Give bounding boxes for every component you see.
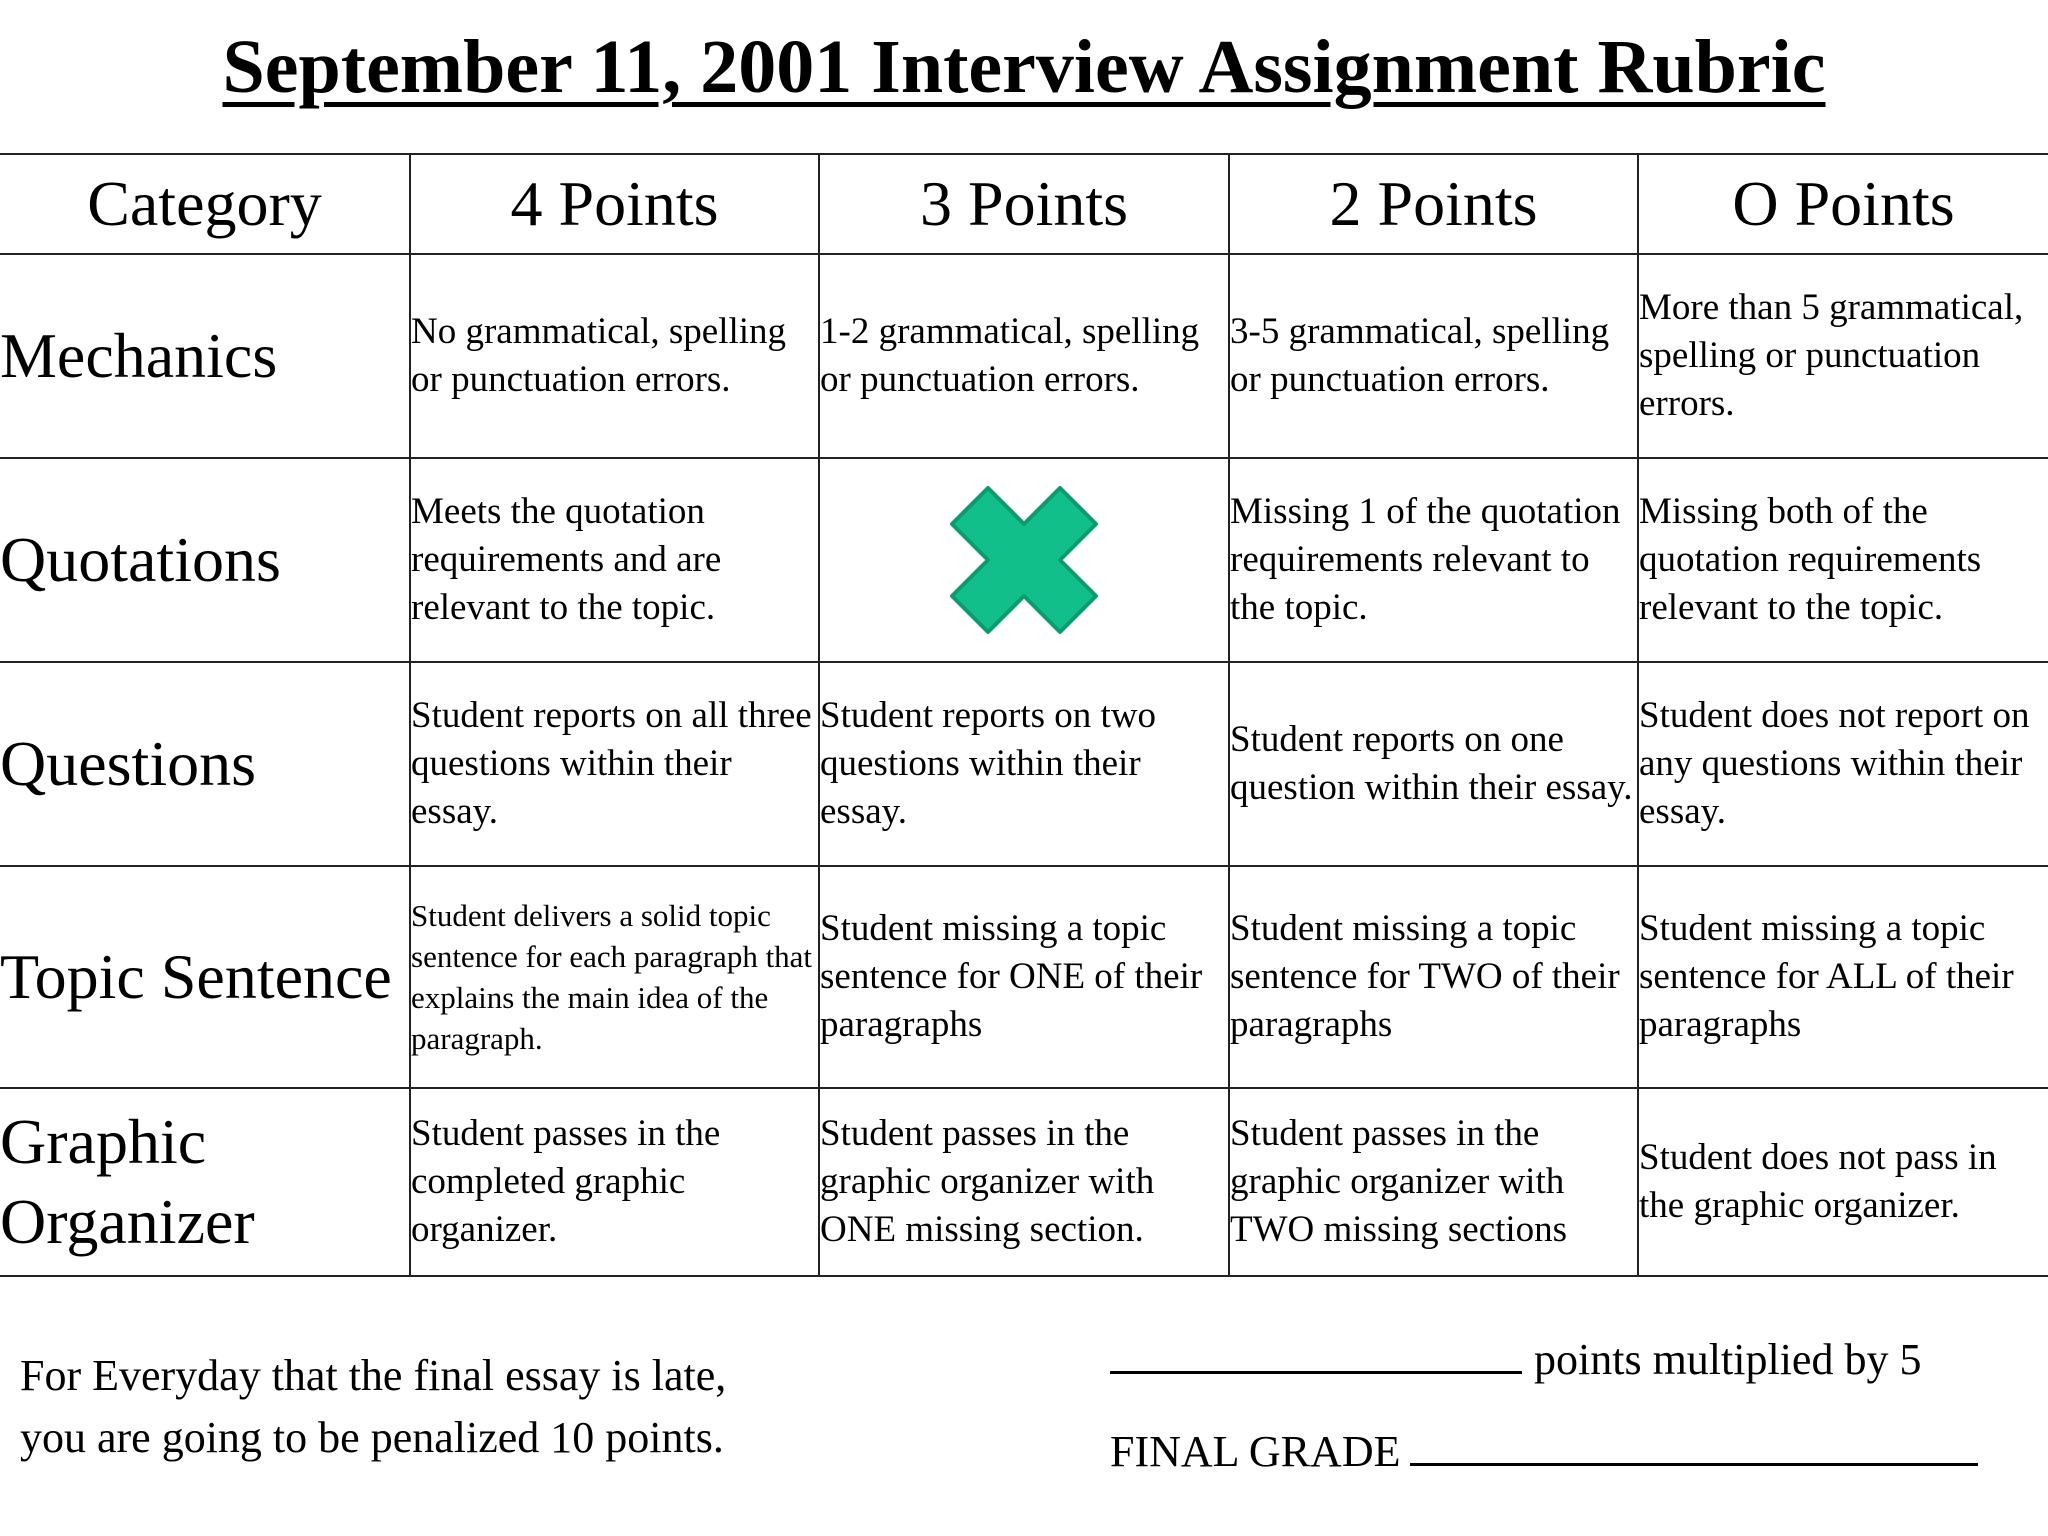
cell-mechanics-4: No grammatical, spelling or punctuation errors. <box>410 254 819 458</box>
grade-calculation <box>1110 1330 2010 1482</box>
page-title: September 11, 2001 Interview Assignment Rubric <box>222 25 1826 109</box>
rubric-table <box>0 153 2048 1277</box>
cell-graphic-organizer-3: Student passes in the graphic organizer with ONE missing section. <box>819 1088 1229 1276</box>
cell-questions-0: Student does not report on any questions within their essay. <box>1638 662 2048 866</box>
cell-mechanics-2: 3-5 grammatical, spelling or punctuation errors. <box>1229 254 1638 458</box>
late-policy <box>20 1345 920 1469</box>
cell-topic-sentence-4: Student delivers a solid topic sentence for each paragraph that explains the main idea of the paragraph. <box>410 866 819 1088</box>
header-3-points: 3 Points <box>819 154 1229 254</box>
cell-questions-2: Student reports on one question within their essay. <box>1229 662 1638 866</box>
header-4-points: 4 Points <box>410 154 819 254</box>
final-grade-blank[interactable] <box>1410 1423 1978 1466</box>
cell-quotations-0: Missing both of the quotation requirements relevant to the topic. <box>1638 458 2048 662</box>
header-0-points: O Points <box>1638 154 2048 254</box>
cell-graphic-organizer-4: Student passes in the completed graphic organizer. <box>410 1088 819 1276</box>
header-category: Category <box>0 154 410 254</box>
cell-questions-3: Student reports on two questions within their essay. <box>819 662 1229 866</box>
points-blank[interactable] <box>1110 1331 1522 1374</box>
x-mark-icon <box>948 484 1100 636</box>
cell-graphic-organizer-0: Student does not pass in the graphic organizer. <box>1638 1088 2048 1276</box>
header-row <box>0 154 2048 254</box>
cell-quotations-3 <box>819 458 1229 662</box>
points-label: points multiplied by 5 <box>1534 1335 1922 1384</box>
cell-quotations-4: Meets the quotation requirements and are relevant to the topic. <box>410 458 819 662</box>
final-grade-label: FINAL GRADE <box>1110 1427 1401 1476</box>
category-graphic-organizer: Graphic Organizer <box>0 1088 410 1276</box>
late-policy-line-1: For Everyday that the final essay is late, <box>20 1351 727 1400</box>
cell-quotations-2: Missing 1 of the quotation requirements relevant to the topic. <box>1229 458 1638 662</box>
cell-mechanics-0: More than 5 grammatical, spelling or punctuation errors. <box>1638 254 2048 458</box>
category-questions: Questions <box>0 662 410 866</box>
table-row-quotations <box>0 458 2048 662</box>
header-2-points: 2 Points <box>1229 154 1638 254</box>
cell-topic-sentence-2: Student missing a topic sentence for TWO of their paragraphs <box>1229 866 1638 1088</box>
final-grade-line <box>1110 1422 2010 1482</box>
category-topic-sentence: Topic Sentence <box>0 866 410 1088</box>
cell-mechanics-3: 1-2 grammatical, spelling or punctuation errors. <box>819 254 1229 458</box>
category-quotations: Quotations <box>0 458 410 662</box>
table-row-graphic-organizer <box>0 1088 2048 1276</box>
cell-graphic-organizer-2: Student passes in the graphic organizer with TWO missing sections <box>1229 1088 1638 1276</box>
category-mechanics: Mechanics <box>0 254 410 458</box>
late-policy-line-2: you are going to be penalized 10 points. <box>20 1413 724 1462</box>
cell-questions-4: Student reports on all three questions within their essay. <box>410 662 819 866</box>
cell-topic-sentence-0: Student missing a topic sentence for ALL of their paragraphs <box>1638 866 2048 1088</box>
cell-topic-sentence-3: Student missing a topic sentence for ONE of their paragraphs <box>819 866 1229 1088</box>
table-row-questions <box>0 662 2048 866</box>
table-row-mechanics <box>0 254 2048 458</box>
table-row-topic-sentence <box>0 866 2048 1088</box>
points-line <box>1110 1330 2010 1390</box>
